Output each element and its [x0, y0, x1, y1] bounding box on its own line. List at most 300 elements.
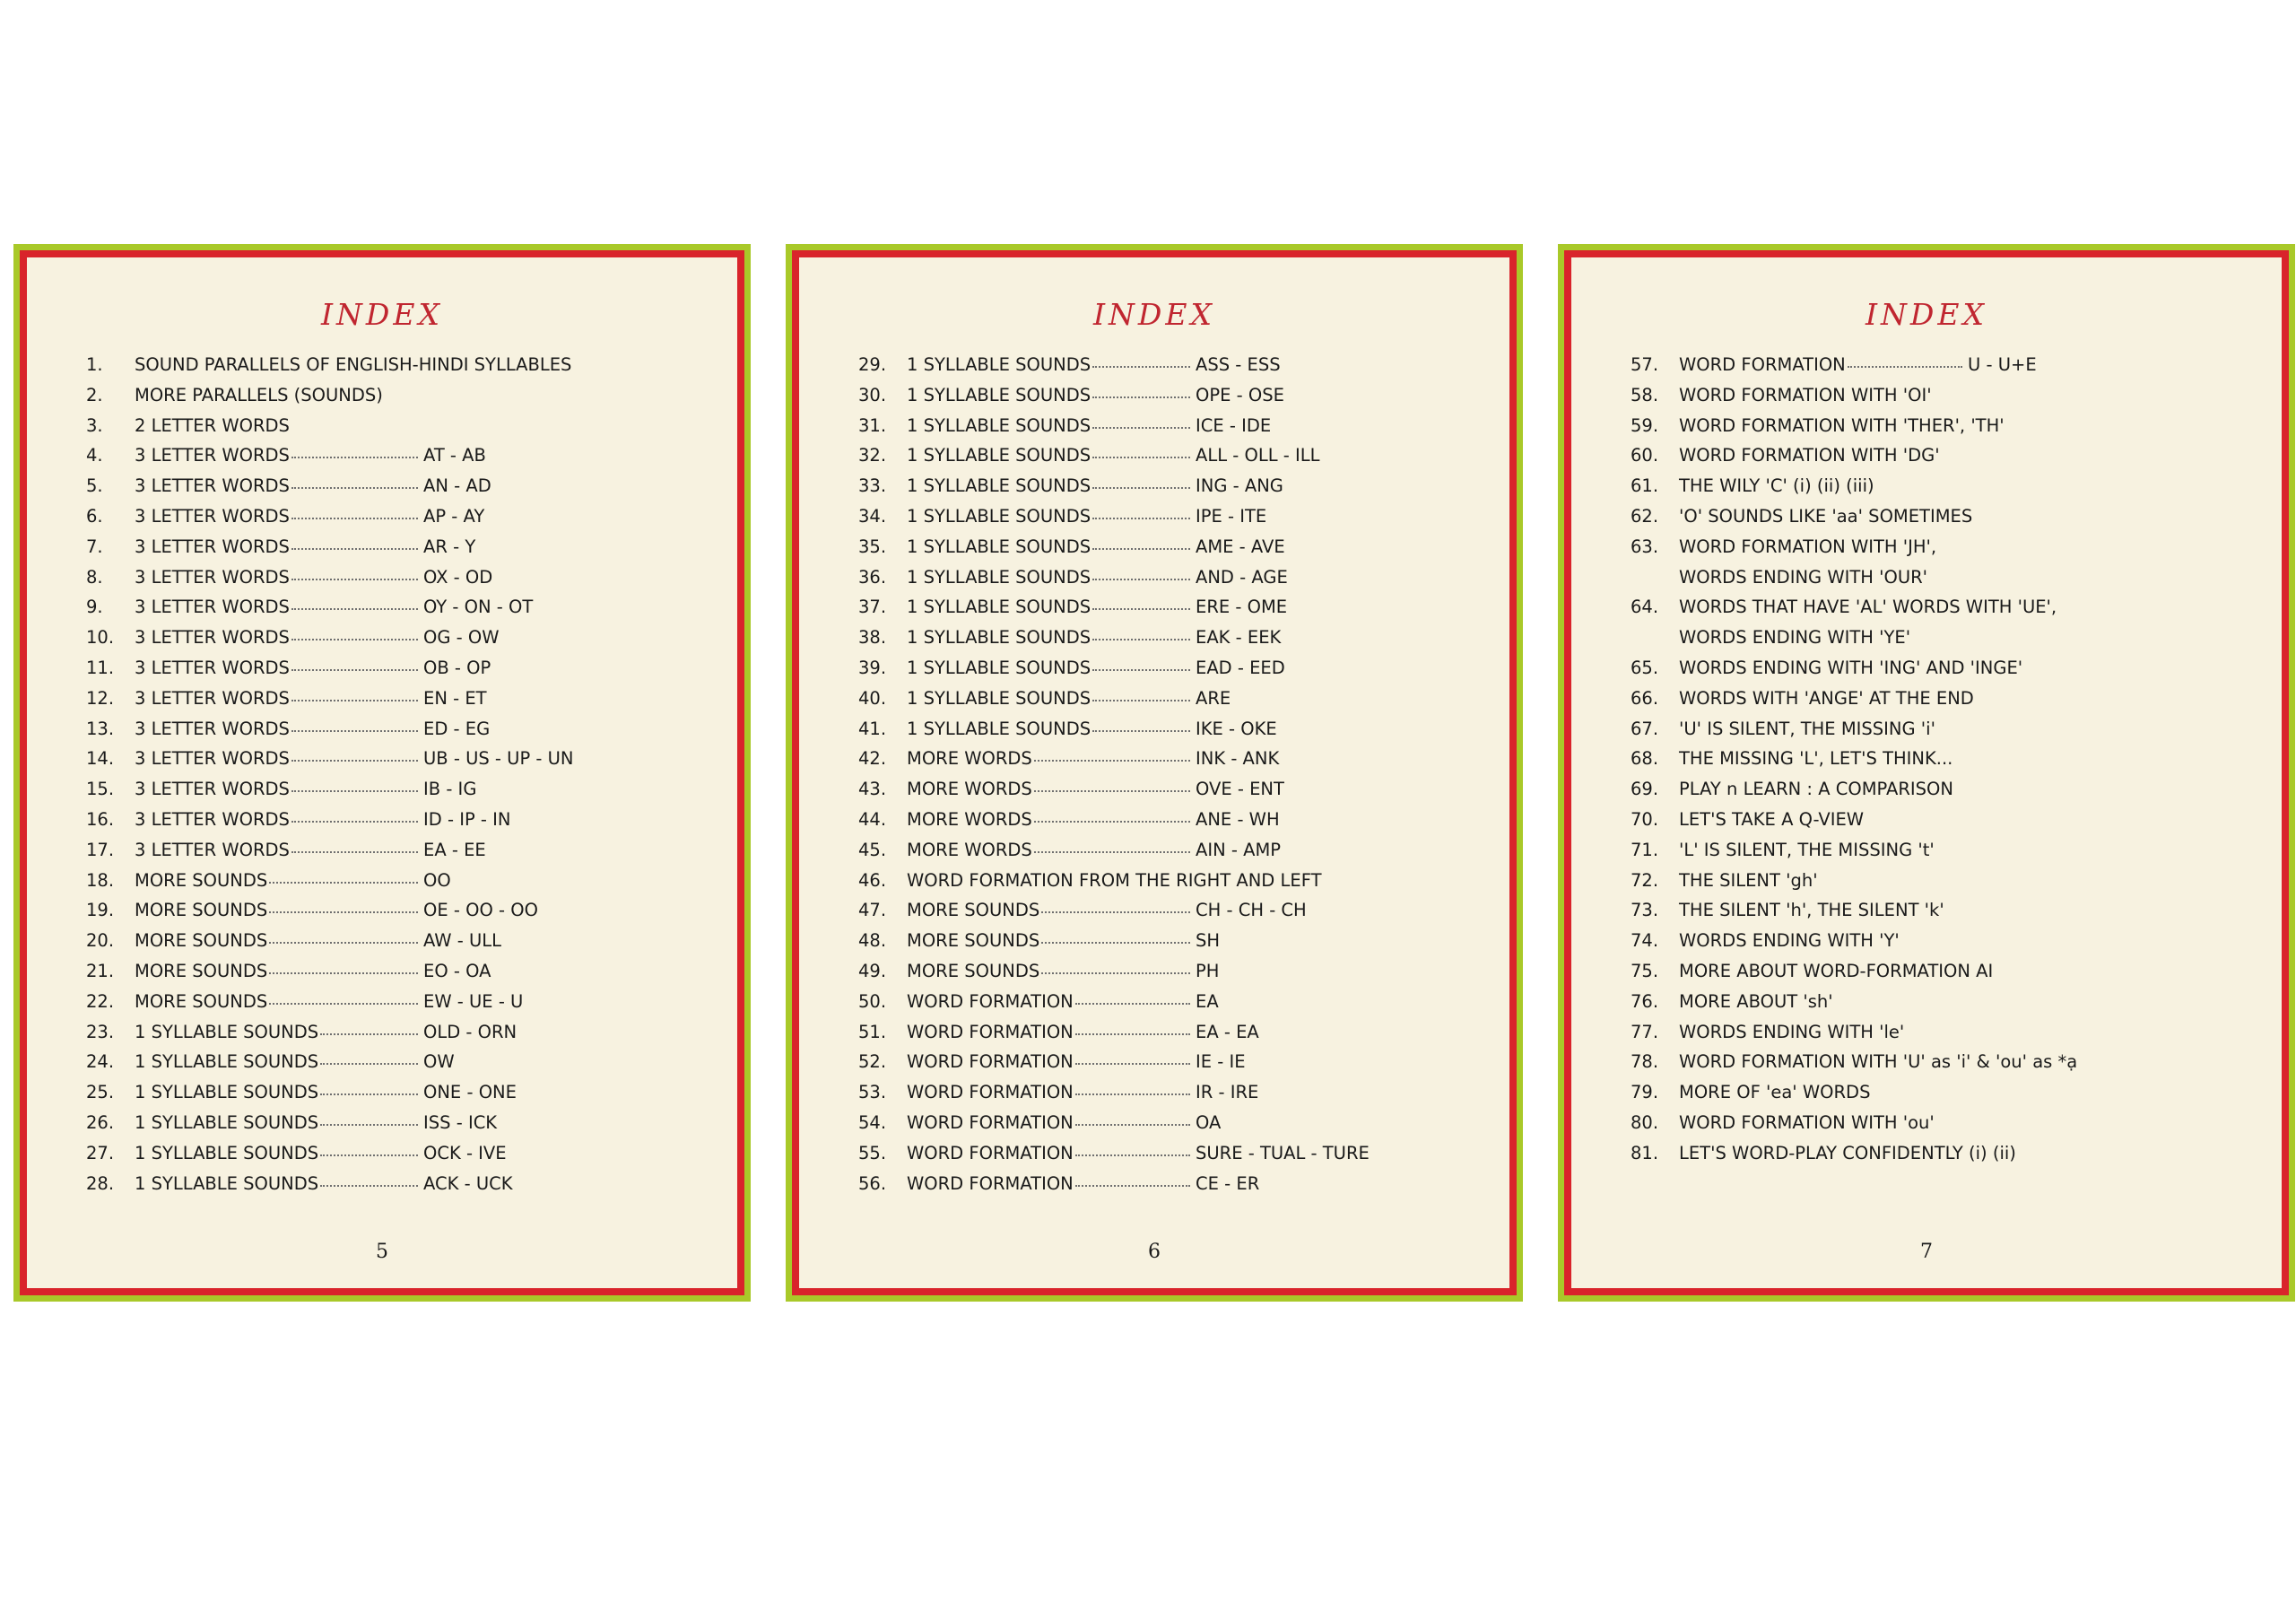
entry-sound-pattern: AR - Y: [423, 536, 476, 557]
index-entry: [27, 840, 737, 870]
index-list: [1571, 354, 2282, 1173]
entry-number: 71.: [1631, 839, 1659, 860]
entry-number: 31.: [858, 414, 887, 436]
dot-leader: [320, 1124, 418, 1126]
index-entry: [27, 506, 737, 536]
entry-label: LET'S WORD-PLAY CONFIDENTLY (i) (ii): [1679, 1142, 2016, 1163]
entry-sound-pattern: ACK - UCK: [423, 1172, 513, 1194]
entry-label: 3 LETTER WORDS: [135, 597, 290, 618]
page-border: [792, 250, 1517, 1295]
entry-number: 28.: [86, 1172, 115, 1194]
dot-leader: [1092, 579, 1190, 580]
page-body: [1571, 257, 2282, 1288]
dot-leader: [291, 487, 418, 489]
entry-number: 12.: [86, 687, 115, 709]
entry-number: 19.: [86, 900, 115, 921]
entry-sound-pattern: AT - AB: [423, 445, 486, 466]
index-entry: [1571, 1143, 2282, 1173]
entry-sound-pattern: ED - EG: [423, 718, 491, 739]
entry-number: 49.: [858, 960, 887, 981]
entry-number: 16.: [86, 808, 115, 830]
entry-number: 3.: [86, 414, 103, 436]
entry-sound-pattern: IB - IG: [423, 779, 477, 800]
index-entry: [27, 354, 737, 385]
dot-leader: [291, 579, 418, 580]
entry-number: 37.: [858, 597, 887, 618]
entry-number: 48.: [858, 930, 887, 952]
entry-label: 3 LETTER WORDS: [135, 566, 290, 588]
entry-label: 1 SYLLABLE SOUNDS: [135, 1142, 319, 1163]
index-entry: [27, 536, 737, 567]
entry-number: 73.: [1631, 900, 1659, 921]
dot-leader: [291, 518, 418, 519]
entry-label: WORD FORMATION WITH 'THER', 'TH': [1679, 414, 2005, 436]
entry-label: SOUND PARALLELS OF ENGLISH-HINDI SYLLABLES: [135, 354, 572, 375]
entry-sound-pattern: IPE - ITE: [1196, 505, 1267, 527]
entry-number: 5.: [86, 475, 103, 497]
entry-label: WORDS THAT HAVE 'AL' WORDS WITH 'UE',: [1679, 597, 2057, 618]
entry-number: 2.: [86, 384, 103, 405]
entry-label: 1 SYLLABLE SOUNDS: [135, 1051, 319, 1073]
page-number: 5: [376, 1241, 388, 1263]
dot-leader: [291, 700, 418, 701]
index-entry: [1571, 719, 2282, 749]
entry-number: 55.: [858, 1142, 887, 1163]
entry-sound-pattern: CE - ER: [1196, 1172, 1260, 1194]
index-entry: [1571, 779, 2282, 809]
entry-number: 35.: [858, 536, 887, 557]
index-entry: [27, 415, 737, 446]
entry-number: 44.: [858, 808, 887, 830]
entry-number: 63.: [1631, 536, 1659, 557]
dot-leader: [1034, 790, 1190, 792]
index-entry: [799, 658, 1509, 688]
entry-number: 77.: [1631, 1021, 1659, 1042]
entry-label: WORD FORMATION FROM THE RIGHT AND LEFT: [907, 869, 1322, 891]
entry-number: 76.: [1631, 990, 1659, 1012]
entry-label: WORD FORMATION WITH 'DG': [1679, 445, 1940, 466]
entry-label: THE SILENT 'h', THE SILENT 'k': [1679, 900, 1944, 921]
index-entry: [799, 506, 1509, 536]
entry-number: 67.: [1631, 718, 1659, 739]
dot-leader: [1075, 1185, 1190, 1187]
entry-number: 65.: [1631, 657, 1659, 678]
dot-leader: [1092, 427, 1190, 429]
entry-number: 32.: [858, 445, 887, 466]
index-entry: [1571, 385, 2282, 415]
index-entry: [27, 1112, 737, 1143]
dot-leader: [1075, 1033, 1190, 1035]
dot-leader: [269, 911, 418, 913]
entry-number: 18.: [86, 869, 115, 891]
entry-sound-pattern: ALL - OLL - ILL: [1196, 445, 1320, 466]
entry-label: 3 LETTER WORDS: [135, 536, 290, 557]
entry-label: MORE ABOUT 'sh': [1679, 990, 1833, 1012]
entry-number: 57.: [1631, 354, 1659, 375]
index-entry: [799, 354, 1509, 385]
index-entry: [799, 1173, 1509, 1204]
dot-leader: [1092, 518, 1190, 519]
index-entry: [27, 1143, 737, 1173]
entry-sound-pattern: ISS - ICK: [423, 1111, 498, 1133]
entry-sound-pattern: OE - OO - OO: [423, 900, 538, 921]
index-entry: [1571, 536, 2282, 567]
index-entry: [799, 385, 1509, 415]
dot-leader: [1075, 1093, 1190, 1095]
entry-number: 42.: [858, 748, 887, 770]
entry-label: WORD FORMATION: [907, 1082, 1074, 1103]
entry-label: 3 LETTER WORDS: [135, 779, 290, 800]
entry-number: 26.: [86, 1111, 115, 1133]
dot-leader: [291, 851, 418, 853]
index-entry: [799, 900, 1509, 930]
entry-label: 1 SYLLABLE SOUNDS: [907, 445, 1091, 466]
entry-label: PLAY n LEARN : A COMPARISON: [1679, 779, 1953, 800]
index-entry: [27, 1051, 737, 1082]
page-body: [27, 257, 737, 1288]
entry-number: 10.: [86, 627, 115, 649]
index-entry: [1571, 567, 2282, 597]
index-entry: [1571, 445, 2282, 475]
dot-leader: [291, 790, 418, 792]
index-entry: [27, 597, 737, 627]
entry-number: 1.: [86, 354, 103, 375]
dot-leader: [320, 1063, 418, 1065]
entry-label: MORE ABOUT WORD-FORMATION AI: [1679, 960, 1994, 981]
page-number: 6: [1148, 1241, 1161, 1263]
entry-sound-pattern: EAD - EED: [1196, 657, 1285, 678]
entry-label: MORE WORDS: [907, 839, 1032, 860]
index-entry: [799, 1112, 1509, 1143]
entry-sound-pattern: OB - OP: [423, 657, 491, 678]
entry-number: 27.: [86, 1142, 115, 1163]
entry-label: WORD FORMATION: [907, 1021, 1074, 1042]
entry-number: 79.: [1631, 1082, 1659, 1103]
dot-leader: [1075, 1003, 1190, 1005]
index-entry: [799, 1051, 1509, 1082]
index-entry: [27, 658, 737, 688]
entry-label: MORE SOUNDS: [135, 930, 268, 952]
entry-label: 1 SYLLABLE SOUNDS: [135, 1082, 319, 1103]
dot-leader: [1848, 366, 1962, 368]
index-entry: [799, 445, 1509, 475]
index-entry: [799, 748, 1509, 779]
dot-leader: [291, 608, 418, 610]
index-entry: [799, 840, 1509, 870]
index-entry: [1571, 1022, 2282, 1052]
entry-sound-pattern: OG - OW: [423, 627, 500, 649]
entry-sound-pattern: EA - EE: [423, 839, 486, 860]
index-entry: [1571, 809, 2282, 840]
index-list: [27, 354, 737, 1203]
entry-label: THE WILY 'C' (i) (ii) (iii): [1679, 475, 1874, 497]
entry-label: 1 SYLLABLE SOUNDS: [907, 414, 1091, 436]
index-entry: [27, 688, 737, 719]
entry-sound-pattern: ASS - ESS: [1196, 354, 1281, 375]
entry-label: THE SILENT 'gh': [1679, 869, 1818, 891]
entry-label: WORD FORMATION WITH 'U' as 'i' & 'ou' as *ạ: [1679, 1051, 2078, 1073]
entry-label: MORE SOUNDS: [135, 900, 268, 921]
dot-leader: [320, 1093, 418, 1095]
entry-sound-pattern: OCK - IVE: [423, 1142, 507, 1163]
entry-sound-pattern: AN - AD: [423, 475, 491, 497]
entry-number: 46.: [858, 869, 887, 891]
index-entry: [27, 961, 737, 991]
page-border: [1564, 250, 2289, 1295]
entry-sound-pattern: ICE - IDE: [1196, 414, 1272, 436]
entry-sound-pattern: INK - ANK: [1196, 748, 1280, 770]
entry-label: 1 SYLLABLE SOUNDS: [907, 657, 1091, 678]
index-entry: [799, 1082, 1509, 1112]
entry-label: 3 LETTER WORDS: [135, 445, 290, 466]
entry-sound-pattern: AW - ULL: [423, 930, 501, 952]
dot-leader: [269, 942, 418, 944]
index-entry: [799, 536, 1509, 567]
dot-leader: [269, 882, 418, 884]
entry-label: WORDS WITH 'ANGE' AT THE END: [1679, 687, 1974, 709]
dot-leader: [291, 669, 418, 671]
index-entry: [1571, 840, 2282, 870]
entry-label: 3 LETTER WORDS: [135, 627, 290, 649]
entry-sound-pattern: OPE - OSE: [1196, 384, 1284, 405]
entry-number: 78.: [1631, 1051, 1659, 1073]
entry-number: 74.: [1631, 930, 1659, 952]
entry-label: MORE SOUNDS: [907, 900, 1040, 921]
entry-label: LET'S TAKE A Q-VIEW: [1679, 808, 1865, 830]
entry-sound-pattern: OY - ON - OT: [423, 597, 534, 618]
entry-label: 1 SYLLABLE SOUNDS: [907, 384, 1091, 405]
index-entry: [1571, 870, 2282, 901]
entry-sound-pattern: SH: [1196, 930, 1221, 952]
dot-leader: [1075, 1154, 1190, 1156]
entry-label: WORD FORMATION: [907, 1172, 1074, 1194]
index-entry: [1571, 688, 2282, 719]
entry-number: 75.: [1631, 960, 1659, 981]
entry-number: 64.: [1631, 597, 1659, 618]
dot-leader: [1092, 457, 1190, 458]
entry-label: 1 SYLLABLE SOUNDS: [907, 505, 1091, 527]
dot-leader: [1092, 487, 1190, 489]
entry-label: WORDS ENDING WITH 'OUR': [1679, 566, 1928, 588]
dot-leader: [320, 1154, 418, 1156]
dot-leader: [1034, 821, 1190, 823]
entry-label: WORD FORMATION: [907, 1051, 1074, 1073]
entry-number: 40.: [858, 687, 887, 709]
entry-label: 1 SYLLABLE SOUNDS: [907, 536, 1091, 557]
entry-number: 29.: [858, 354, 887, 375]
index-entry: [27, 1082, 737, 1112]
entry-number: 62.: [1631, 505, 1659, 527]
entry-label: MORE SOUNDS: [135, 869, 268, 891]
dot-leader: [291, 760, 418, 762]
entry-number: 9.: [86, 597, 103, 618]
dot-leader: [291, 548, 418, 550]
entry-label: 'L' IS SILENT, THE MISSING 't': [1679, 839, 1935, 860]
entry-number: 59.: [1631, 414, 1659, 436]
entry-number: 11.: [86, 657, 115, 678]
entry-sound-pattern: OLD - ORN: [423, 1021, 517, 1042]
entry-label: MORE WORDS: [907, 808, 1032, 830]
index-entry: [27, 1173, 737, 1204]
index-entry: [799, 475, 1509, 506]
entry-sound-pattern: OW: [423, 1051, 455, 1073]
index-entry: [1571, 1051, 2282, 1082]
entry-sound-pattern: EW - UE - U: [423, 990, 524, 1012]
entry-sound-pattern: ARE: [1196, 687, 1231, 709]
index-entry: [799, 779, 1509, 809]
index-entry: [27, 748, 737, 779]
index-entry: [799, 415, 1509, 446]
entry-label: WORD FORMATION: [907, 1111, 1074, 1133]
index-entry: [1571, 354, 2282, 385]
entry-label: 3 LETTER WORDS: [135, 687, 290, 709]
entry-number: 23.: [86, 1021, 115, 1042]
index-entry: [1571, 930, 2282, 961]
index-entry: [799, 991, 1509, 1022]
entry-number: 56.: [858, 1172, 887, 1194]
index-page-7: [1558, 244, 2295, 1302]
index-entry: [1571, 991, 2282, 1022]
index-entry: [27, 930, 737, 961]
entry-label: MORE SOUNDS: [907, 960, 1040, 981]
entry-sound-pattern: EN - ET: [423, 687, 487, 709]
entry-label: 1 SYLLABLE SOUNDS: [907, 354, 1091, 375]
entry-sound-pattern: EA - EA: [1196, 1021, 1259, 1042]
entry-sound-pattern: ANE - WH: [1196, 808, 1280, 830]
index-entry: [799, 930, 1509, 961]
entry-sound-pattern: PH: [1196, 960, 1220, 981]
index-entry: [1571, 1082, 2282, 1112]
entry-number: 43.: [858, 779, 887, 800]
dot-leader: [1092, 396, 1190, 398]
page-title: INDEX: [321, 297, 443, 332]
index-entry: [27, 1022, 737, 1052]
entry-number: 8.: [86, 566, 103, 588]
entry-number: 36.: [858, 566, 887, 588]
dot-leader: [1092, 639, 1190, 640]
entry-label: 1 SYLLABLE SOUNDS: [135, 1172, 319, 1194]
entry-label: 3 LETTER WORDS: [135, 505, 290, 527]
index-entry: [799, 870, 1509, 901]
entry-number: 4.: [86, 445, 103, 466]
entry-label: WORD FORMATION: [907, 1142, 1074, 1163]
index-entry: [799, 1022, 1509, 1052]
index-entry: [27, 779, 737, 809]
entry-sound-pattern: AIN - AMP: [1196, 839, 1282, 860]
entry-number: 61.: [1631, 475, 1659, 497]
entry-number: 39.: [858, 657, 887, 678]
index-entry: [1571, 597, 2282, 627]
dot-leader: [269, 972, 418, 974]
entry-label: THE MISSING 'L', LET'S THINK...: [1679, 748, 1953, 770]
entry-number: 69.: [1631, 779, 1659, 800]
entry-sound-pattern: AME - AVE: [1196, 536, 1285, 557]
entry-number: 41.: [858, 718, 887, 739]
index-page-6: [786, 244, 1523, 1302]
index-entry: [27, 719, 737, 749]
entry-sound-pattern: IE - IE: [1196, 1051, 1246, 1073]
entry-number: 81.: [1631, 1142, 1659, 1163]
dot-leader: [1092, 700, 1190, 701]
dot-leader: [1075, 1063, 1190, 1065]
entry-label: 1 SYLLABLE SOUNDS: [135, 1021, 319, 1042]
entry-number: 13.: [86, 718, 115, 739]
entry-sound-pattern: IKE - OKE: [1196, 718, 1277, 739]
entry-number: 51.: [858, 1021, 887, 1042]
dot-leader: [291, 730, 418, 732]
entry-sound-pattern: CH - CH - CH: [1196, 900, 1307, 921]
entry-number: 15.: [86, 779, 115, 800]
entry-label: 3 LETTER WORDS: [135, 808, 290, 830]
dot-leader: [1034, 851, 1190, 853]
entry-sound-pattern: IR - IRE: [1196, 1082, 1259, 1103]
entry-sound-pattern: EO - OA: [423, 960, 491, 981]
index-entry: [1571, 475, 2282, 506]
entry-number: 53.: [858, 1082, 887, 1103]
entry-sound-pattern: UB - US - UP - UN: [423, 748, 574, 770]
entry-sound-pattern: ERE - OME: [1196, 597, 1288, 618]
entry-label: WORD FORMATION WITH 'OI': [1679, 384, 1932, 405]
page-body: [799, 257, 1509, 1288]
entry-label: 3 LETTER WORDS: [135, 839, 290, 860]
entry-label: WORDS ENDING WITH 'YE': [1679, 627, 1911, 649]
entry-label: 1 SYLLABLE SOUNDS: [907, 718, 1091, 739]
entry-label: 2 LETTER WORDS: [135, 414, 290, 436]
index-entry: [27, 445, 737, 475]
entry-label: WORD FORMATION WITH 'JH',: [1679, 536, 1937, 557]
dot-leader: [1092, 669, 1190, 671]
entry-sound-pattern: EA: [1196, 990, 1219, 1012]
index-entry: [799, 961, 1509, 991]
entry-label: WORDS ENDING WITH 'le': [1679, 1021, 1905, 1042]
entry-label: 1 SYLLABLE SOUNDS: [907, 597, 1091, 618]
entry-sound-pattern: OVE - ENT: [1196, 779, 1284, 800]
index-entry: [27, 475, 737, 506]
entry-number: 45.: [858, 839, 887, 860]
entry-number: 34.: [858, 505, 887, 527]
entry-number: 30.: [858, 384, 887, 405]
index-entry: [799, 627, 1509, 658]
dot-leader: [1034, 760, 1190, 762]
index-entry: [799, 567, 1509, 597]
dot-leader: [320, 1033, 418, 1035]
entry-number: 68.: [1631, 748, 1659, 770]
entry-label: WORDS ENDING WITH 'ING' AND 'INGE': [1679, 657, 2023, 678]
index-entry: [799, 688, 1509, 719]
entry-number: 22.: [86, 990, 115, 1012]
page-title: INDEX: [1093, 297, 1215, 332]
dot-leader: [1092, 548, 1190, 550]
entry-sound-pattern: OA: [1196, 1111, 1222, 1133]
dot-leader: [1092, 608, 1190, 610]
entry-number: 24.: [86, 1051, 115, 1073]
entry-label: 3 LETTER WORDS: [135, 475, 290, 497]
index-entry: [27, 627, 737, 658]
index-entry: [1571, 748, 2282, 779]
entry-label: 1 SYLLABLE SOUNDS: [135, 1111, 319, 1133]
index-entry: [1571, 658, 2282, 688]
entry-label: MORE SOUNDS: [135, 960, 268, 981]
entry-label: WORD FORMATION: [907, 990, 1074, 1012]
entry-sound-pattern: SURE - TUAL - TURE: [1196, 1142, 1370, 1163]
index-entry: [1571, 415, 2282, 446]
entry-label: 'O' SOUNDS LIKE 'aa' SOMETIMES: [1679, 505, 1973, 527]
dot-leader: [1041, 972, 1190, 974]
entry-sound-pattern: ING - ANG: [1196, 475, 1283, 497]
entry-sound-pattern: ID - IP - IN: [423, 808, 511, 830]
entry-number: 52.: [858, 1051, 887, 1073]
entry-label: MORE PARALLELS (SOUNDS): [135, 384, 383, 405]
